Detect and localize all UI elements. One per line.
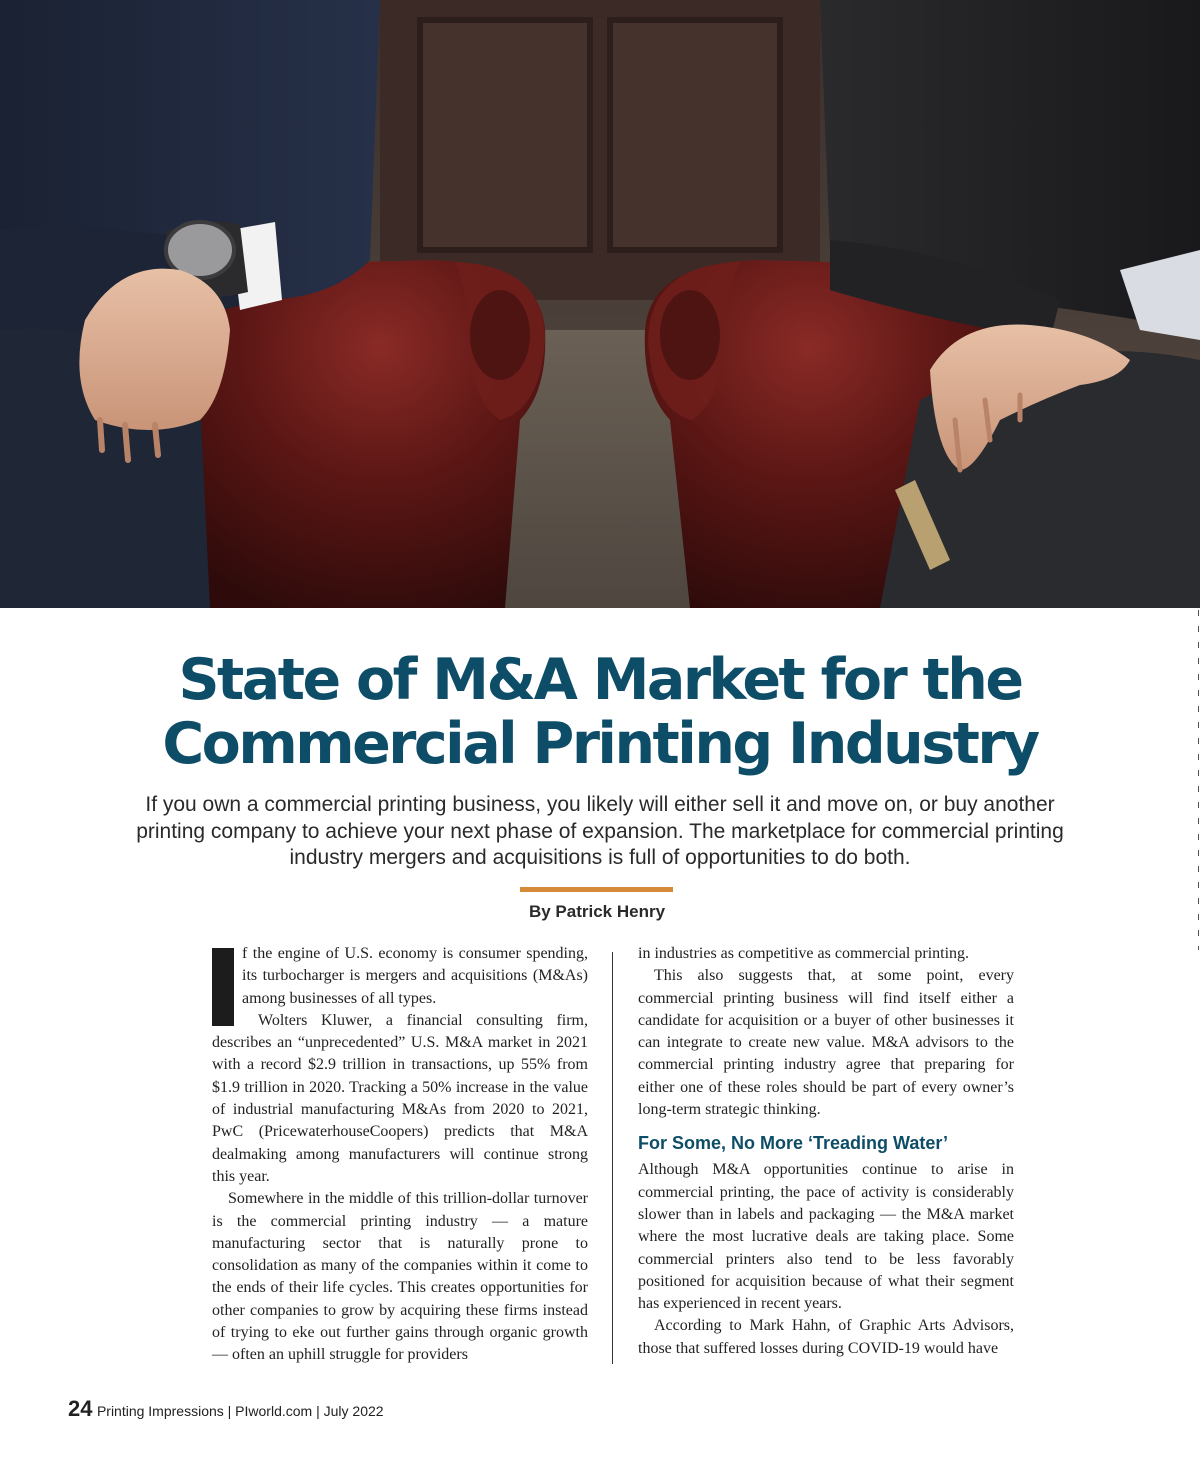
page-number: 24 [68,1396,93,1421]
body-paragraph: This also suggests that, at some point, every commercial printing business will find itself either a candidate for acquisition or a buyer of other businesses it can integrate to create new value. M&A advisors to the commercial printing industry agree that preparing for either one of these roles should be part of every owner’s long-term strategic thinking. [638,967,1014,1119]
article-deck: If you own a commercial printing business, you likely will either sell it and move on, or buy another printing company to achieve your next phase of expansion. The marketplace for commercial printing industry mergers and acquisitions is full of opportunities to do both. [136,793,1064,869]
hero-photo [0,0,1200,608]
headline-line-1: State of M&A Market for the [178,647,1022,713]
byline: By Patrick Henry [528,902,666,921]
body-paragraph: Somewhere in the middle of this trillion-dollar turnover is the commercial printing industry — a mature manufacturing sector that is naturally prone to consolidation as many of the companies within it come to the ends of their life cycles. This creates opportunities for other companies to grow by acquiring these firms instead of trying to eke out further gains through organic growth — often an uphill struggle for providers [212,1190,588,1364]
drop-cap-letter-i [212,948,234,1026]
headline-line-2: Commercial Printing Industry [162,711,1038,777]
column-divider [612,952,613,1364]
body-paragraph: f the engine of U.S. economy is consumer spending, its turbocharger is mergers and acquisitions (M&As) among businesses of all types. [242,945,588,1007]
page-footer [68,1396,384,1422]
body-paragraph: Although M&A opportunities continue to arise in commercial printing, the pace of activity is considerably slower than in labels and packaging — the M&A market where the most lucrative deals are taking place. Some commercial printers also tend to be less favorably positioned for acquisition because of what their segment has experienced in recent years. [638,1161,1014,1313]
body-paragraph: According to Mark Hahn, of Graphic Arts Advisors, those that suffered losses during COVID-19 would have [638,1317,1014,1357]
body-paragraph: Wolters Kluwer, a financial consulting firm, describes an “unprecedented” U.S. M&A market in 2021 with a record $2.9 trillion in transactions, up 55% from $1.9 trillion in 2020. Tracking a 50% increase in the value of industrial manufacturing M&As from 2020 to 2021, PwC (PricewaterhouseCoopers) predicts that M&A dealmaking among manufacturers will continue strong this year. [212,1011,588,1185]
byline-rule [520,887,673,892]
body-column-left [212,943,588,1367]
article-headline [0,648,1200,776]
body-paragraph: in industries as competitive as commercial printing. [638,945,970,962]
section-subhead: For Some, No More ‘Treading Water’ [638,1133,949,1154]
body-column-right [638,943,1014,1360]
two-businessmen-in-leather-chairs-image [0,0,1200,608]
publication-info: Printing Impressions | PIworld.com | July 2022 [96,1403,384,1419]
